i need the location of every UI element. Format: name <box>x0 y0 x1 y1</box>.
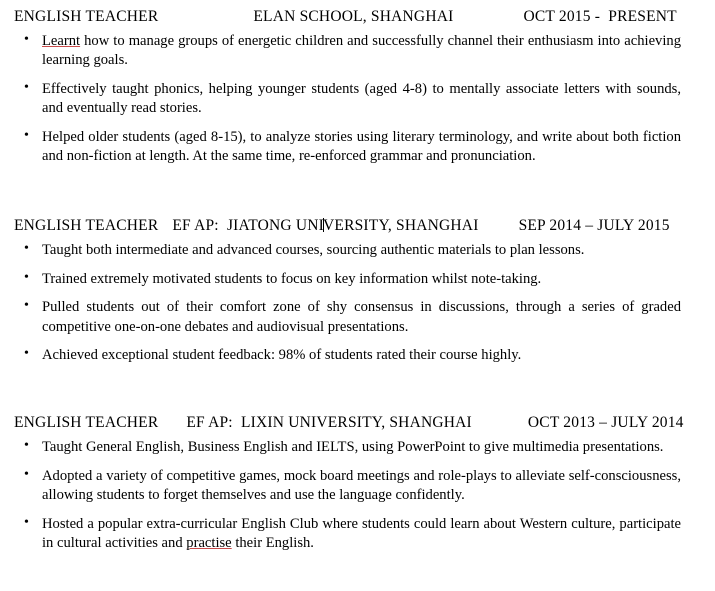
job-dates: SEP 2014 – JULY 2015 <box>518 217 670 235</box>
job-dates: OCT 2013 – JULY 2014 <box>527 414 684 432</box>
job-header <box>14 8 701 26</box>
responsibility-list <box>14 32 701 166</box>
bullet-text-underlined: Learnt <box>42 33 81 49</box>
bullet-text-underlined: practise <box>186 535 232 552</box>
text-cursor <box>323 218 324 232</box>
list-item: • Hosted a popular extra-curricular English Club where students could learn about Western culture, participate in cultural activities and practise their English. <box>14 515 701 554</box>
list-item: • Taught General English, Business English and IELTS, using PowerPoint to give multimedia presentations. <box>14 438 701 457</box>
job-organization: EF AP: JIATONG UNIVERSITY, SHANGHAI <box>172 217 479 235</box>
list-item: • Helped older students (aged 8-15), to analyze stories using literary terminology, and write about both fiction and non-fiction at length. At the same time, re-enforced grammar and pronunciation. <box>14 128 701 167</box>
list-item: • Pulled students out of their comfort zone of shy consensus in discussions, through a series of graded competitive one-on-one debates and audiovisual presentations. <box>14 298 701 337</box>
experience-entry-1 <box>14 8 701 166</box>
job-title: ENGLISH TEACHER <box>14 414 159 432</box>
list-item: • Trained extremely motivated students to focus on key information whilst note-taking. <box>14 270 701 289</box>
job-organization: ELAN SCHOOL, SHANGHAI <box>253 8 454 25</box>
job-title: ENGLISH TEACHER <box>14 217 159 235</box>
experience-entry-2 <box>14 217 701 365</box>
job-dates: OCT 2015 - PRESENT <box>523 8 677 25</box>
section-spacer <box>14 175 701 217</box>
list-item: • Taught both intermediate and advanced courses, sourcing authentic materials to plan lessons. <box>14 241 701 260</box>
responsibility-list <box>14 438 701 553</box>
experience-entry-3 <box>14 414 701 553</box>
list-item: • Adopted a variety of competitive games, mock board meetings and role-plays to alleviate self-consciousness, allowing students to forget themselves and use the language confidently. <box>14 467 701 506</box>
bullet-text-rest: how to manage groups of energetic children and successfully channel their enthusiasm into achieving learning goals. <box>42 33 681 69</box>
job-title: ENGLISH TEACHER <box>14 8 159 25</box>
list-item <box>14 32 701 71</box>
job-organization: EF AP: LIXIN UNIVERSITY, SHANGHAI <box>186 414 472 432</box>
section-spacer <box>14 374 701 414</box>
job-header <box>14 414 701 432</box>
job-header <box>14 217 701 235</box>
responsibility-list <box>14 241 701 365</box>
list-item: • Effectively taught phonics, helping younger students (aged 4-8) to mentally associate letters with sounds, and eventually read stories. <box>14 80 701 119</box>
list-item: • Achieved exceptional student feedback: 98% of students rated their course highly. <box>14 346 701 365</box>
